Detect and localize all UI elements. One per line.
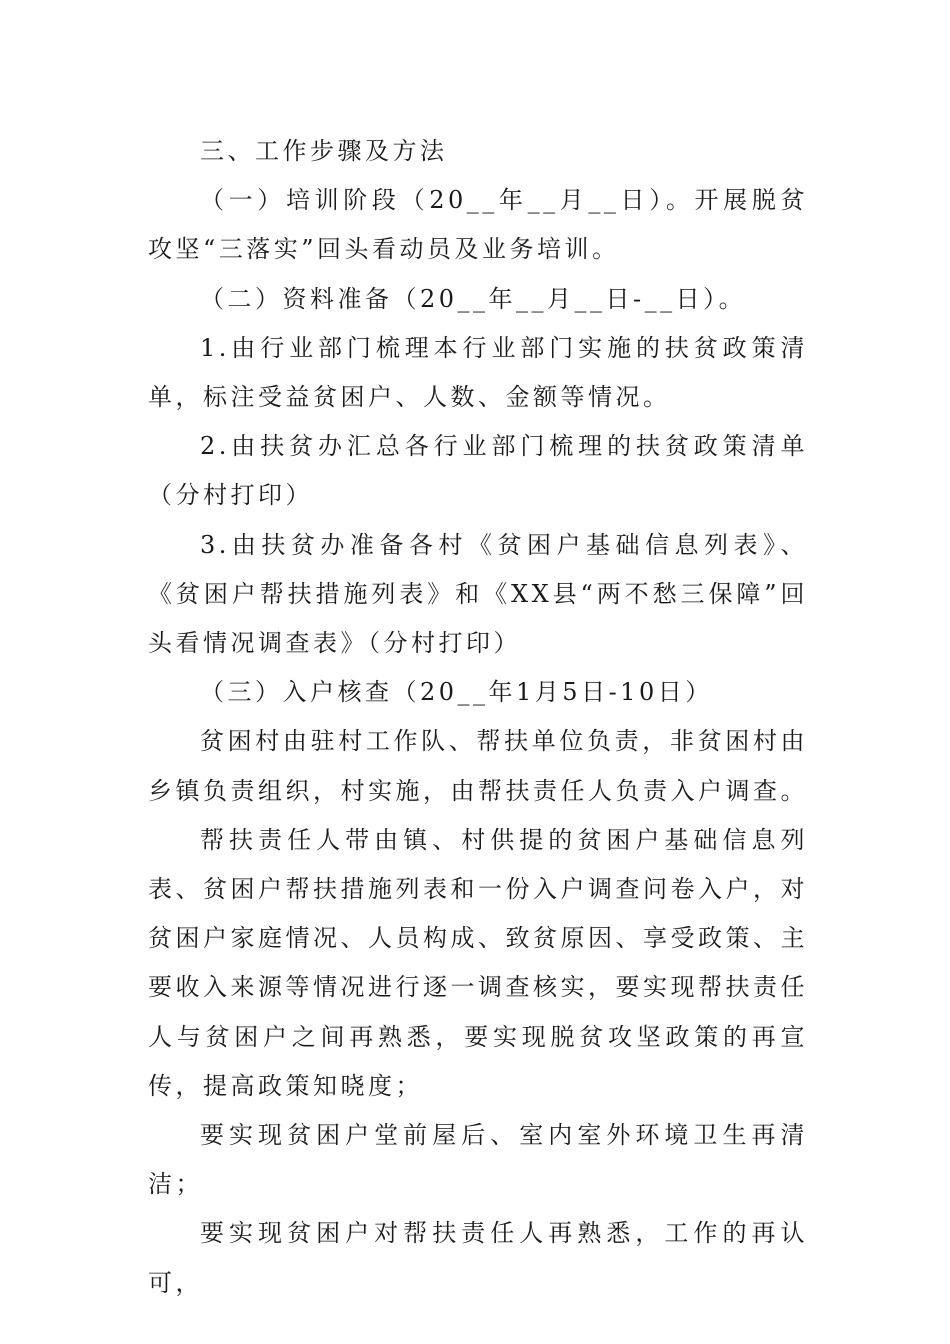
document-body [148,127,808,1308]
section-heading: 三、工作步骤及方法 [200,137,448,165]
paragraph-responsibility: 贫困村由驻村工作队、帮扶单位负责，非贫困村由乡镇负责组织，村实施，由帮扶责任人负责入户调查。 [148,727,808,805]
paragraph-hygiene: 要实现贫困户堂前屋后、室内室外环境卫生再清洁； [148,1121,808,1199]
paragraph-item-1: 1.由行业部门梳理本行业部门实施的扶贫政策清单，标注受益贫困户、人数、金额等情况。 [148,333,808,412]
paragraph-household-check: （三）入户核查（20__年1月5日-10日） [200,678,713,707]
paragraph-item-2: 2.由扶贫办汇总各行业部门梳理的扶贫政策清单（分村打印） [148,432,808,510]
paragraph-item-3: 3.由扶贫办准备各村《贫困户基础信息列表》、《贫困户帮扶措施列表》和《XX县“两不愁三保障”回头看情况调查表》（分村打印） [148,530,808,658]
paragraph-recognition: 要实现贫困户对帮扶责任人再熟悉，工作的再认可， [148,1219,808,1297]
paragraph-survey: 帮扶责任人带由镇、村供提的贫困户基础信息列表、贫困户帮扶措施列表和一份入户调查问卷入户，对贫困户家庭情况、人员构成、致贫原因、享受政策、主要收入来源等情况进行逐一调查核实，要实现帮扶责任人与贫困户之间再熟悉，要实现脱贫攻坚政策的再宣传，提高政策知晓度； [148,825,808,1100]
paragraph-training-stage: （一）培训阶段（20__年__月__日）。开展脱贫攻坚“三落实”回头看动员及业务培训。 [148,186,808,264]
paragraph-material-prep: （二）资料准备（20__年__月__日-__日）。 [200,284,747,313]
